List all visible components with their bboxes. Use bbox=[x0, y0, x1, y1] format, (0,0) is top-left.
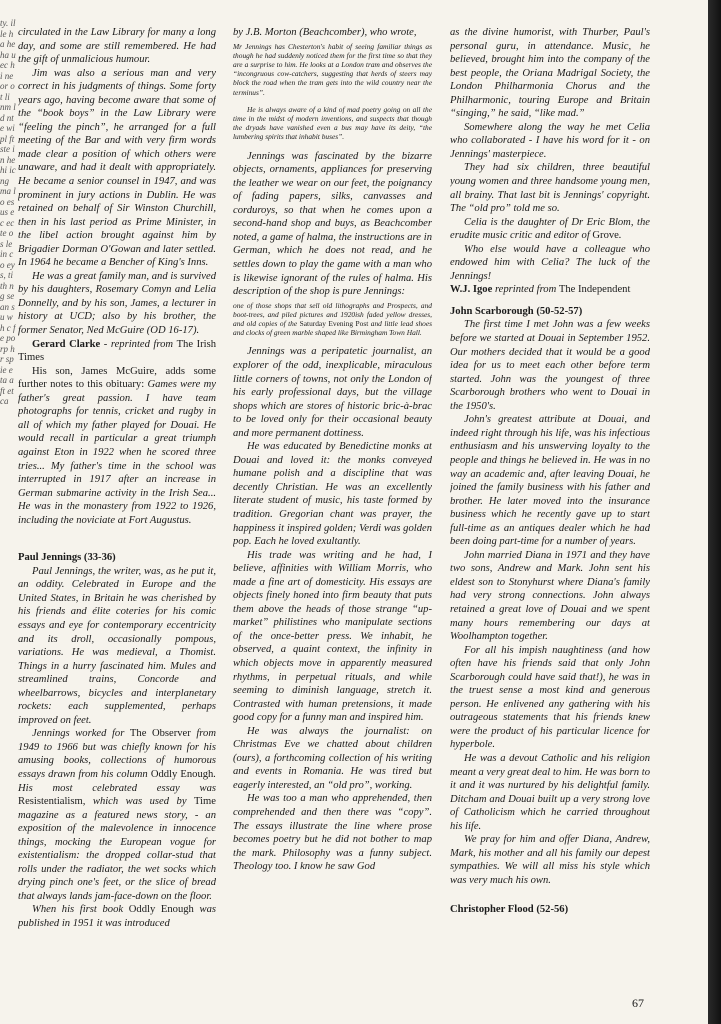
block-quote: He is always aware of a kind of mad poetry going on all the time in the midst of modern inventions, and suspects that though the dryads have vanished even a bus may have its deity, “the lumbering spirits that inhabit buses”. bbox=[233, 104, 432, 142]
text-span: magazine as a featured news story, - an exposition of the malevolence in innocence things, mocking the European vogue for existentialism: the dropped collar-stud that rolls under the radiator, the wet socks which drying pinch one's feet, or the slice of bread that always lands jam-face-down on the floor. bbox=[18, 809, 216, 902]
author-name: W.J. Igoe bbox=[450, 284, 493, 296]
publication-name: Grove bbox=[592, 230, 619, 242]
paragraph: For all his impish naughtiness (and how often have his friends said that only John Scarborough could have said that!), he was in the truest sense a most kind and generous person. He enlivened any gathering with his outrageous statements that his friends knew were the product of his particular licence for hyperbole. bbox=[450, 644, 650, 751]
book-title: Oddly Enough bbox=[128, 904, 194, 916]
author-credit: Christopher Flood (52-56) bbox=[450, 904, 569, 916]
paragraph bbox=[18, 365, 216, 528]
paragraph: He was too a man who apprehended, then comprehended and then there was “copy”. The essays illustrate the line where prose becomes poetry but he did not bother to map the mark. Philosophy was a funny subject. Theology too. I know he saw God bbox=[233, 793, 432, 873]
text-column-2 bbox=[233, 26, 432, 1001]
credit-text: - reprinted from bbox=[100, 338, 177, 350]
text-span: Jennings worked for bbox=[32, 728, 130, 740]
paragraph: Paul Jennings, the writer, was, as he put it, an oddity. Celebrated in Europe and the United States, in Britain he was cherished by his friends and élite coteries for his comic essays and eye for contemporary eccentricity and its droll, occasionally pompous, variations. He was medieval, a Thomist. Things in a hurry fascinated him. Mules and streamlined trains, Concorde and wheelbarrows, bicycles and interplanetary rockets: each supplemented, perhaps improved on feet. bbox=[18, 565, 216, 726]
paragraph: John married Diana in 1971 and they have two sons, Andrew and Mark. John sent his eldest son to Stonyhurst where Diana's family had very strong connections. John always retained a great love of Douai and we spent many hours remembering our days at Woolhampton together. bbox=[450, 549, 650, 643]
paragraph: They had six children, three beautiful young women and three handsome young men, all brainy. That last bit is Jennings' copyright. The “old pro” told me so. bbox=[450, 162, 650, 215]
credit-source: The Irish Times bbox=[18, 338, 216, 364]
text-span: . bbox=[618, 230, 622, 242]
text-span: . His most celebrated essay was bbox=[18, 768, 216, 794]
text-span: , which was used by bbox=[82, 796, 195, 808]
essay-title: Resistentialism bbox=[18, 796, 83, 808]
publication-name: Saturday Evening Post bbox=[299, 319, 369, 328]
text-span: and little lead shoes and clocks of green marble shaped like Birmingham Town Hall. bbox=[233, 319, 432, 338]
paragraph: We pray for him and offer Diana, Andrew, Mark, his mother and all his family our depest sympathies. We will all miss his style which was very much his own. bbox=[450, 834, 650, 886]
text-column-3 bbox=[450, 26, 650, 1001]
text-column-1 bbox=[18, 26, 216, 1001]
credit-text: reprinted from bbox=[492, 284, 559, 296]
obituary-heading: John Scarborough (50-52-57) bbox=[450, 305, 583, 317]
obituary-heading: Paul Jennings (33-36) bbox=[18, 552, 116, 564]
credit-source: The Independent bbox=[558, 284, 631, 296]
paragraph: Jim was also a serious man and very correct in his judgments of things. Some forty years ago, having become aware that some of the “book boys” in the Law Library were “feeling the pinch”, he arranged for a full meeting of the Bar and with very firm words made clear a position of which others were unaware, and had it dealt with appropriately. He became a senior counsel in 1947, and was prominent in jury actions in Dublin. He was retained on behalf of Sir Winston Churchill, then in his last period as Prime Minister, in the libel action brought against him by Brigadier Dorman O'Gowan and later settled. In 1964 he became a Bencher of King's Inns. bbox=[18, 67, 216, 269]
paragraph: Jennings was fascinated by the bizarre objects, ornaments, appliances for preserving the leather we wear on our feet, the poignancy of fading papers, silks, canvasses and corduroys, so that when he comes upon a second-hand shop and buys, as Beachcomber noted, a game of halma, the instructions are in German, which he does not read, and he settles down to play the game with a man who is likewise ignorant of the rules of halma. His description of the shop is pure Jennings: bbox=[233, 150, 432, 298]
paragraph: His trade was writing and he had, I believe, affinities with William Morris, who made a fine art of domesticity. His essays are objects finely honed into firm beauty that puts them above the heads of those strange “up-market” philistines who manipulate sections of the once-better press. We inhabit, he observed, a quaint context, the infinity in which objects move in apparently measured rhythms, in perpetual rituals, and while seeming to diminish language, stretch it. Contrasted with human pretensions, it made good copy for a funny man and inspired him. bbox=[233, 549, 432, 724]
lead-text: His son, James McGuire, adds some further notes to this obituary: bbox=[18, 365, 216, 391]
paragraph: circulated in the Law Library for many a long day, and some are still remembered. He had the gift of unmalicious humour. bbox=[18, 27, 216, 66]
paragraph: John's greatest attribute at Douai, and indeed right through his life, was his infectious enthusiasm and his unswerving loyalty to the people and things he believed in. He was in no way an academic and, after leaving Douai, he joined the family business with his father and brother. He later moved into the insurance business which he recently gave up to start full-time as an antiques dealer which he had been doing part-time for a number of years. bbox=[450, 414, 650, 548]
paragraph: as the divine humorist, with Thurber, Paul's personal guru, in attendance. Music, he believed, brought him into the company of the best people, the Oriana Madrigal Society, the London Philharmonia Chorus and the Philharmonic, touring Europe and Britain “singing,” he said, “like mad.” bbox=[450, 27, 650, 120]
text-span: was published in 1951 it was introduced bbox=[18, 904, 216, 929]
author-credit bbox=[450, 283, 650, 297]
paragraph: He was a great family man, and is survived by his daughters, Rosemary Comyn and Lelia Donnelly, and by his son, James, a lecturer in history at UCD; also by his brother, the former Senator, Ned McGuire (OD 16-17). bbox=[18, 270, 216, 337]
text-span: one of those shops that sell old lithographs and Prospects, and boot-trees, and piled pictures and 1920ish faded yellow dresses, and old copies of the bbox=[233, 300, 432, 328]
page-number: 67 bbox=[632, 996, 644, 1010]
author-name: Gerard Clarke bbox=[32, 338, 101, 350]
block-quote bbox=[233, 301, 432, 338]
text-span: from 1949 to 1966 but was chiefly known for his amusing books, collections of humorous essays drawn from his column bbox=[18, 728, 216, 780]
paragraph: He was educated by Benedictine monks at Douai and loved it: the monks conveyed humane polish and a discipline that was decently Christian. He was an excellently literate student of music, his taste formed by tradition. Gregorian chant was prayer, the happiness it inspired golden; Verdi was golden pop. Each he loved exultantly. bbox=[233, 441, 432, 548]
block-quote: Mr Jennings has Chesterton's habit of seeing familiar things as though he had suddenly noticed them for the first time so that they are a surprise to him. He looks at a London tram and observes the “incongruous cow-catchers, suggesting that herds of steers may block the road when the tram gets into the wild country near the terminus”. bbox=[233, 41, 432, 97]
text-span: When his first book bbox=[32, 904, 129, 916]
book-title: Oddly Enough bbox=[150, 768, 214, 780]
paragraph: by J.B. Morton (Beachcomber), who wrote, bbox=[233, 27, 417, 38]
scan-edge bbox=[708, 0, 721, 1024]
paragraph: He was always the journalist: on Christmas Eve we chatted about children (ours), a forthcoming collection of his writing and events in Romania. He was tired but eagerly interested, an “old pro”, working. bbox=[233, 725, 432, 791]
paragraph: The first time I met John was a few weeks before we started at Douai in September 1952. Our mothers decided that it would be a good idea for us to meet each other before term started. John was the youngest of three Scarborough brothers who went to Douai in the 1950's. bbox=[450, 319, 650, 412]
quote-text: Games were my father's great passion. I have team photographs for tennis, cricket and rugby in all of which my father played for Douai. He would recall in particular a great triumph against Eton in 1922 when he scored three tries... My father's time in the school was interrupted in 1917 after an increase in German submarine activity in the Irish Sea... He was in the monastery from 1922 to 1926, including the noviciate at Fort Augustus. bbox=[18, 379, 216, 526]
publication-name: Time bbox=[194, 796, 216, 808]
paragraph: He was a devout Catholic and his religion meant a very great deal to him. He was born to it and it was nurtured by his delightful family. Ditcham and Douai built up a very strong love of Catholicism which he carried throughout his life. bbox=[450, 752, 650, 832]
paragraph bbox=[18, 903, 216, 930]
paragraph bbox=[18, 727, 216, 903]
paragraph: Who else would have a colleague who endowed him with Celia? The luck of the Jennings! bbox=[450, 243, 650, 282]
paragraph bbox=[450, 216, 650, 243]
paragraph: Jennings was a peripatetic journalist, an explorer of the odd, inexplicable, miraculous little corners of towns, not only the London of his early professional days, but the village shops which are stores of historic bric-à-brac to be loved only for their occasional beauty and more permanent dottiness. bbox=[233, 346, 432, 439]
paragraph: Somewhere along the way he met Celia who collaborated - I have his word for it - on Jennings' masterpiece. bbox=[450, 121, 650, 160]
author-credit bbox=[18, 338, 216, 365]
adjacent-page-bleed: ty. il le ha he ha u ec hi ne or ot li nm ld nte wi pl ft ste in he hi ic ng ma lo es us ec ec te os le in co ey s, ti th ng se an su wh c fe po rp hr sp ie e ta aft et ca bbox=[0, 18, 16, 406]
publication-name: The Observer bbox=[129, 728, 191, 740]
text-span: Celia is the daughter of Dr Eric Blom, the erudite music critic and editor of bbox=[450, 216, 650, 242]
